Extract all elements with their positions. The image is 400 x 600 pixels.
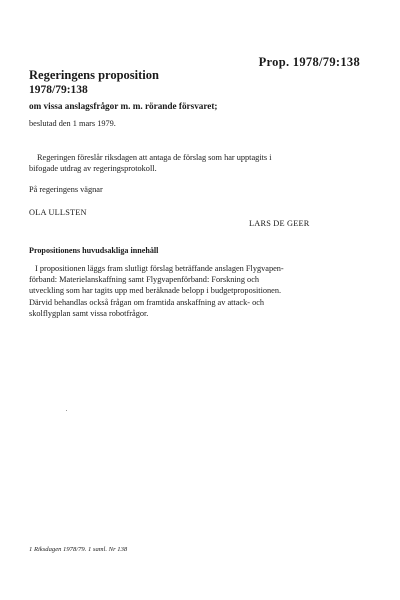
signer-minister: LARS DE GEER	[249, 219, 310, 228]
summary-heading: Propositionens huvudsakliga innehåll	[29, 246, 159, 255]
page-footer: 1 Riksdagen 1978/79. 1 saml. Nr 138	[29, 546, 128, 553]
summary-line: förband: Materielanskaffning samt Flygvapenförband: Forskning och	[29, 275, 260, 285]
document-number: 1978/79:138	[29, 84, 88, 96]
document-subject: om vissa anslagsfrågor m. m. rörande försvaret;	[29, 101, 218, 111]
on-behalf-text: På regeringens vägnar	[29, 185, 103, 194]
summary-line: skolflygplan samt vissa robotfrågor.	[29, 308, 149, 318]
summary-line: Därvid behandlas också frågan om framtida anskaffning av attack- och	[29, 297, 265, 307]
document-title: Regeringens proposition	[29, 68, 159, 82]
intro-paragraph	[29, 152, 364, 174]
signer-prime-minister: OLA ULLSTEN	[29, 208, 87, 217]
summary-paragraph	[29, 263, 364, 319]
intro-line: bifogade utdrag av regeringsprotokoll.	[29, 164, 157, 173]
proposition-number: Prop. 1978/79:138	[258, 55, 360, 69]
summary-line: utveckling som har tagits upp med beräknade belopp i budgetpropositionen.	[29, 286, 282, 296]
summary-line: I propositionen läggs fram slutligt förslag beträffande anslagen Flygvapen-	[35, 264, 284, 273]
intro-line: Regeringen föreslår riksdagen att antaga de förslag som har upptagits i	[37, 153, 272, 162]
scan-speck	[66, 410, 67, 411]
decision-date: beslutad den 1 mars 1979.	[29, 119, 116, 128]
